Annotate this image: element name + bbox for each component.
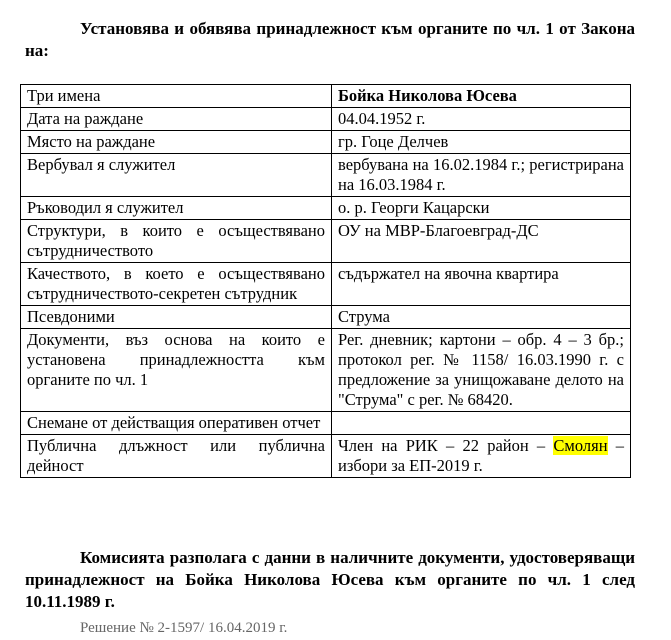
table-row bbox=[21, 306, 631, 329]
row-value: гр. Гоце Делчев bbox=[332, 131, 631, 154]
records-table bbox=[20, 84, 631, 478]
table-row bbox=[21, 263, 631, 306]
table-row bbox=[21, 197, 631, 220]
row-value: съдържател на явочна квартира bbox=[332, 263, 631, 306]
row-value bbox=[332, 435, 631, 478]
row-value: 04.04.1952 г. bbox=[332, 108, 631, 131]
table-row bbox=[21, 85, 631, 108]
row-label: Снемане от действащия оперативен отчет bbox=[21, 412, 332, 435]
row-label: Дата на раждане bbox=[21, 108, 332, 131]
table-row bbox=[21, 154, 631, 197]
row-label: Ръководил я служител bbox=[21, 197, 332, 220]
row-label: Публична длъжност или публична дейност bbox=[21, 435, 332, 478]
row-label: Документи, въз основа на които е установена принадлежността към органите по чл. 1 bbox=[21, 329, 332, 412]
row-label: Псевдоними bbox=[21, 306, 332, 329]
intro-heading: Установява и обявява принадлежност към органите по чл. 1 от Закона на: bbox=[25, 19, 635, 60]
row-label: Качеството, в което е осъществявано сътрудничеството-секретен сътрудник bbox=[21, 263, 332, 306]
row-value: ОУ на МВР-Благоевград-ДС bbox=[332, 220, 631, 263]
row-value: Струма bbox=[332, 306, 631, 329]
decision-reference: Решение № 2-1597/ 16.04.2019 г. bbox=[80, 620, 288, 636]
table-row bbox=[21, 435, 631, 478]
row-value: о. р. Георги Кацарски bbox=[332, 197, 631, 220]
value-text: Член на РИК – 22 район – bbox=[338, 436, 554, 455]
table-row bbox=[21, 108, 631, 131]
value-text: – избори за ЕП-2019 г. bbox=[338, 436, 624, 475]
row-label: Три имена bbox=[21, 85, 332, 108]
table-row bbox=[21, 131, 631, 154]
row-value: вербувана на 16.02.1984 г.; регистрирана на 16.03.1984 г. bbox=[332, 154, 631, 197]
table-row bbox=[21, 329, 631, 412]
row-label: Място на раждане bbox=[21, 131, 332, 154]
table-row bbox=[21, 412, 631, 435]
table-row bbox=[21, 220, 631, 263]
row-label: Вербувал я служител bbox=[21, 154, 332, 197]
row-value: Бойка Николова Юсева bbox=[332, 85, 631, 108]
row-value bbox=[332, 412, 631, 435]
row-value: Рег. дневник; картони – обр. 4 – 3 бр.; протокол рег. № 1158/ 16.03.1990 г. с предложение за унищожаване делото на "Струма" с рег. № 68420. bbox=[332, 329, 631, 412]
row-label: Структури, в които е осъществявано сътрудничеството bbox=[21, 220, 332, 263]
highlighted-text: Смолян bbox=[553, 436, 608, 455]
conclusion-paragraph: Комисията разполага с данни в наличните документи, удостоверяващи принадлежност на Бойка Николова Юсева към органите по чл. 1 след 10.11.1989 г. bbox=[25, 548, 635, 611]
